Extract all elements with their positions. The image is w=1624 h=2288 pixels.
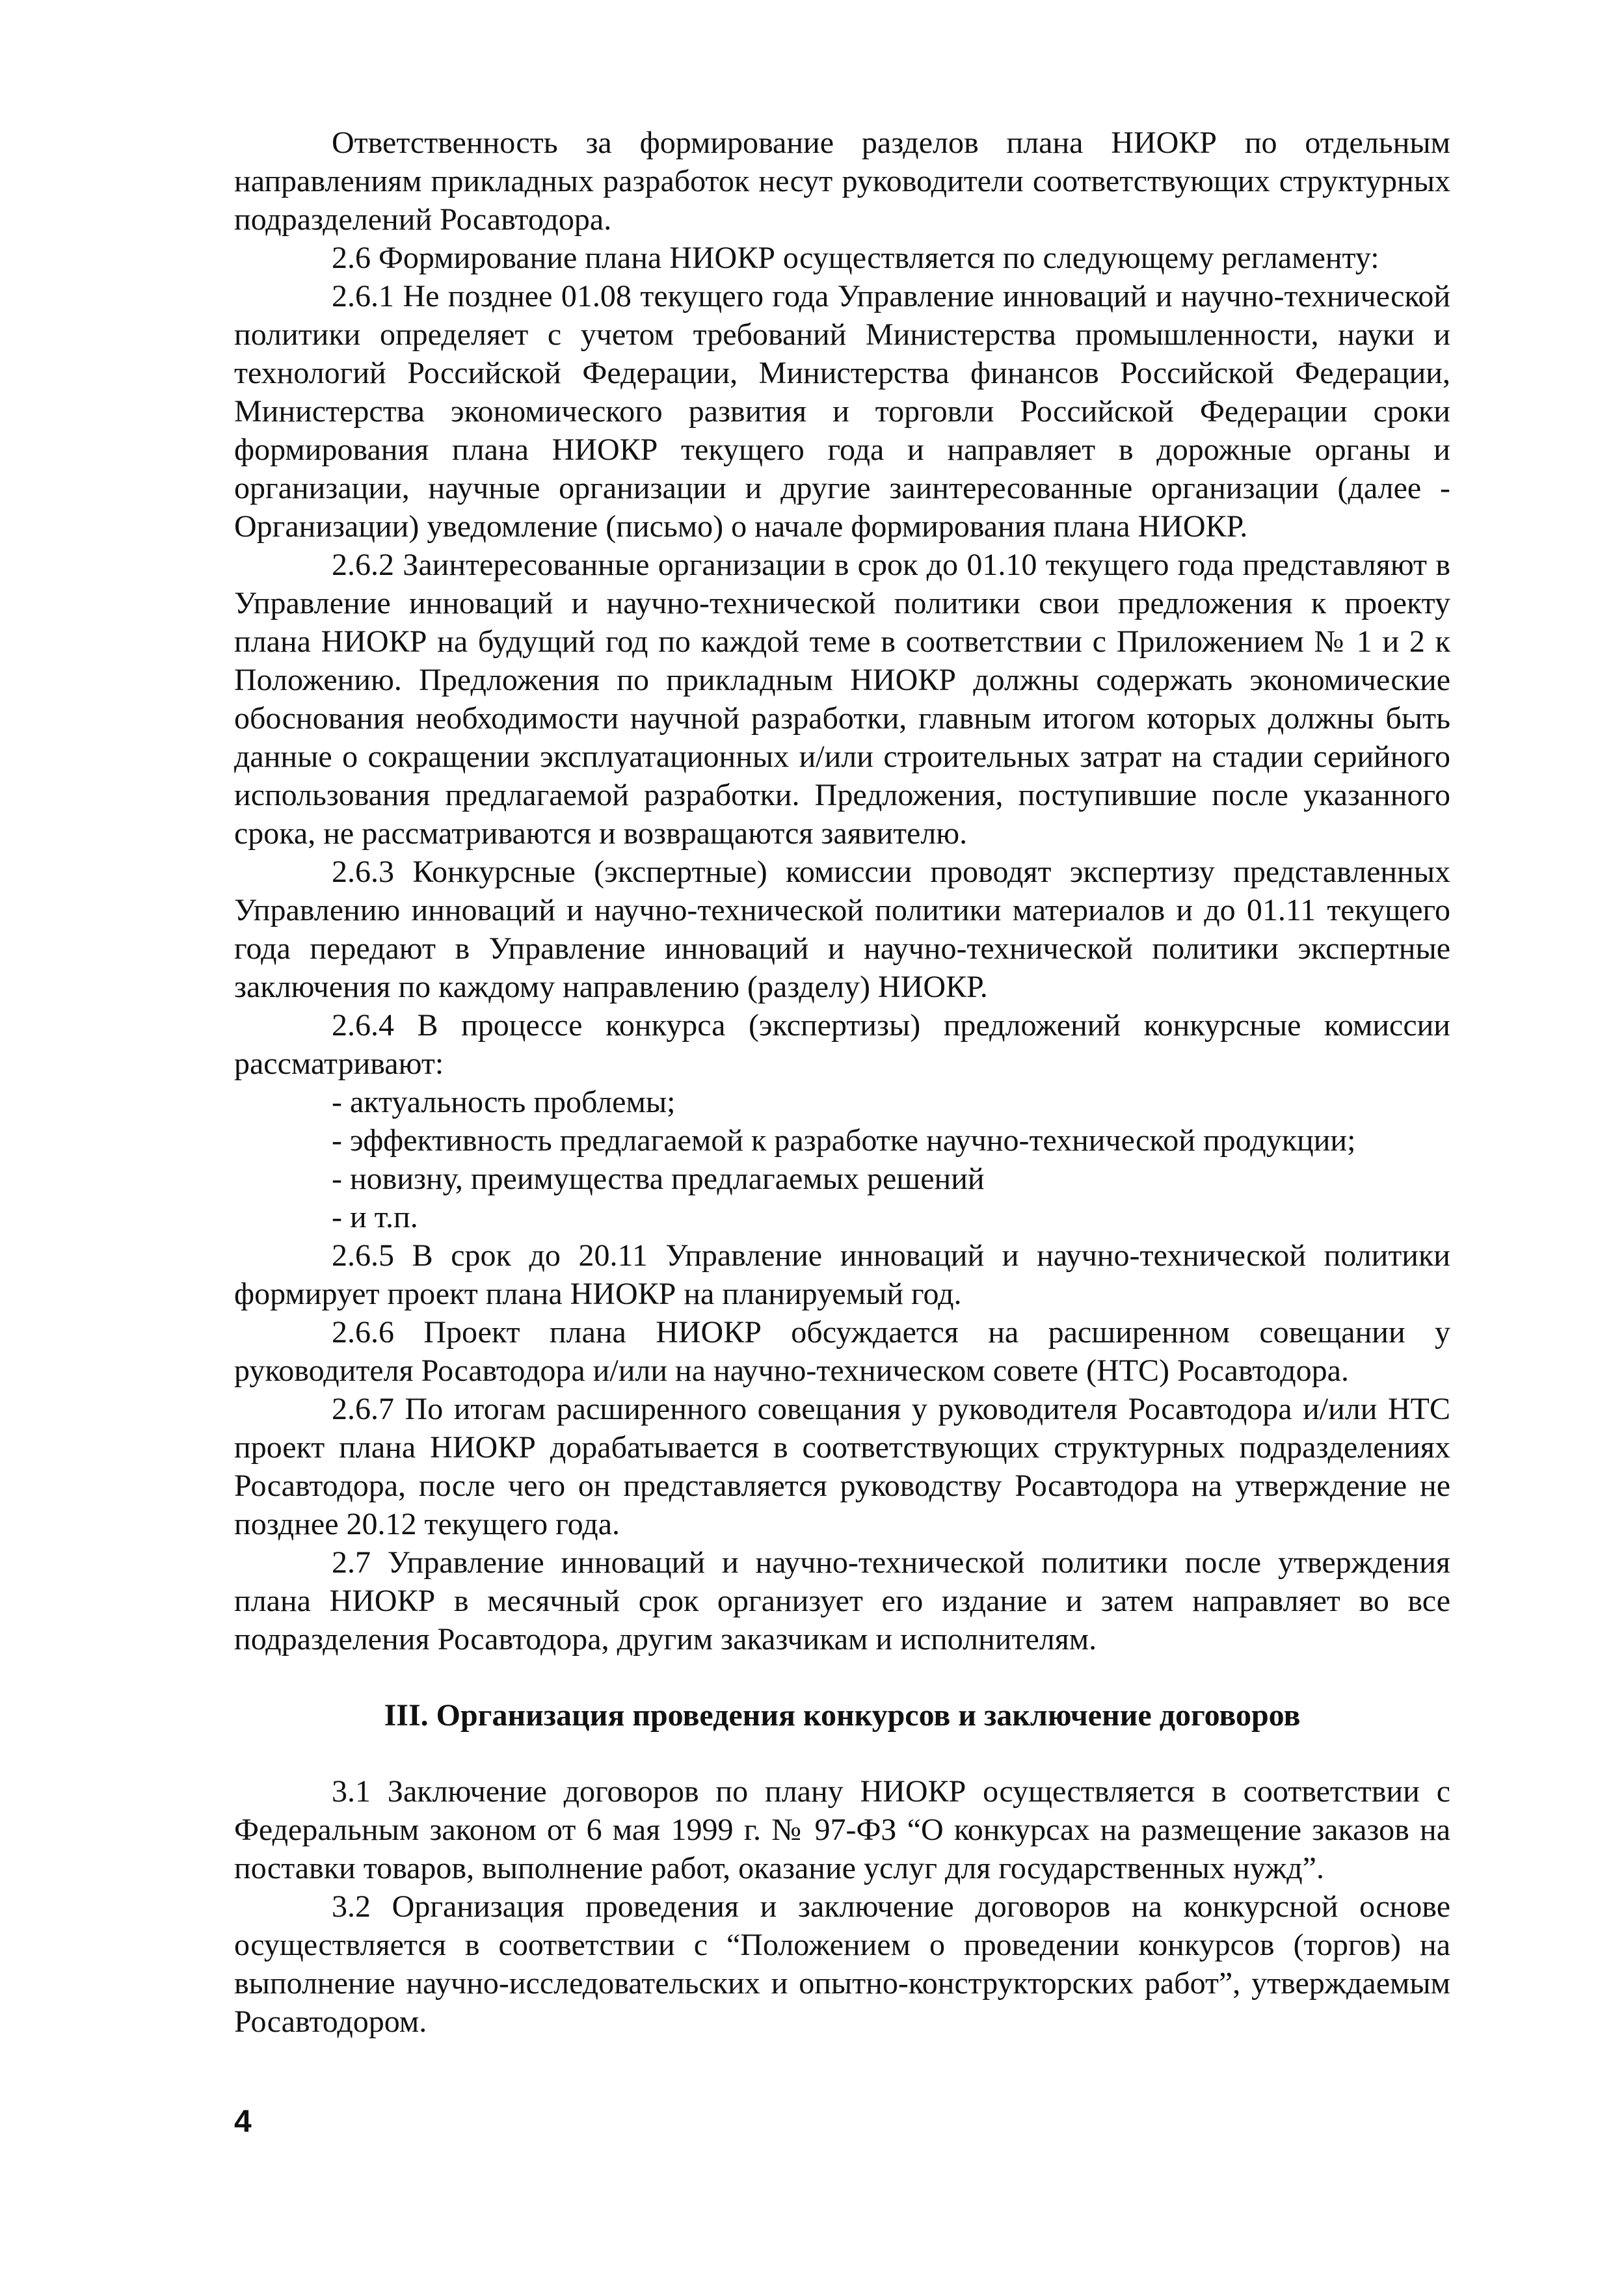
paragraph-2-6-2: 2.6.2 Заинтересованные организации в срок до 01.10 текущего года представляют в Управление инноваций и научно-технической политики свои предложения к проекту плана НИОКР на будущий год по каждой теме в соответствии с Приложением № 1 и 2 к Положению. Предложения по прикладным НИОКР должны содержать экономические обоснования необходимости научной разработки, главным итогом которых должны быть данные о сокращении эксплуатационных и/или строительных затрат на стадии серийного использования предлагаемой разработки. Предложения, поступившие после указанного срока, не рассматриваются и возвращаются заявителю. (234, 548, 1450, 851)
list-item-efficiency: - эффективность предлагаемой к разработке научно-технической продукции; (332, 1123, 1356, 1158)
paragraph-2-6-3: 2.6.3 Конкурсные (экспертные) комиссии проводят экспертизу представленных Управлению инноваций и научно-технической политики материалов и до 01.11 текущего года передают в Управление инноваций и научно-технической политики экспертные заключения по каждому направлению (разделу) НИОКР. (234, 855, 1450, 1004)
paragraph-2-6-6: 2.6.6 Проект плана НИОКР обсуждается на расширенном совещании у руководителя Росавтодора и/или на научно-техническом совете (НТС) Росавтодора. (234, 1315, 1450, 1388)
document-page (234, 124, 1450, 2041)
paragraph-2-6-1: 2.6.1 Не позднее 01.08 текущего года Управление инноваций и научно-технической политики определяет с учетом требований Министерства промышленности, науки и технологий Российской Федерации, Министерства финансов Российской Федерации, Министерства экономического развития и торговли Российской Федерации сроки формирования плана НИОКР текущего года и направляет в дорожные органы и организации, научные организации и другие заинтересованные организации (далее - Организации) уведомление (письмо) о начале формирования плана НИОКР. (234, 279, 1450, 544)
paragraph-2-6-5: 2.6.5 В срок до 20.11 Управление инноваций и научно-технической политики формирует проект плана НИОКР на планируемый год. (234, 1238, 1450, 1311)
paragraph-3-2: 3.2 Организация проведения и заключение договоров на конкурсной основе осуществляется в соответствии с “Положением о проведении конкурсов (торгов) на выполнение научно-исследовательских и опытно-конструкторских работ”, утверждаемым Росавтодором. (234, 1889, 1450, 2039)
list-item-novelty: - новизну, преимущества предлагаемых решений (332, 1162, 985, 1196)
list-item-etc: - и т.п. (332, 1200, 418, 1234)
section-3-body (234, 1772, 1450, 2041)
section-3-heading: III. Организация проведения конкурсов и заключение договоров (384, 1698, 1301, 1733)
section-2-body (234, 124, 1450, 1658)
paragraph-2-6-4: 2.6.4 В процессе конкурса (экспертизы) предложений конкурсные комиссии рассматривают: (234, 1008, 1450, 1081)
paragraph-responsibility: Ответственность за формирование разделов плана НИОКР по отдельным направлениям прикладных разработок несут руководители соответствующих структурных подразделений Росавтодора. (234, 126, 1450, 237)
paragraph-2-7: 2.7 Управление инноваций и научно-технической политики после утверждения плана НИОКР в месячный срок организует его издание и затем направляет во все подразделения Росавтодора, другим заказчикам и исполнителям. (234, 1545, 1450, 1656)
page-number: 4 (234, 2105, 252, 2139)
list-item-relevance: - актуальность проблемы; (332, 1085, 676, 1119)
paragraph-3-1: 3.1 Заключение договоров по плану НИОКР осуществляется в соответствии с Федеральным законом от 6 мая 1999 г. № 97-ФЗ “О конкурсах на размещение заказов на поставки товаров, выполнение работ, оказание услуг для государственных нужд”. (234, 1774, 1450, 1885)
paragraph-2-6: 2.6 Формирование плана НИОКР осуществляется по следующему регламенту: (332, 241, 1379, 275)
paragraph-2-6-7: 2.6.7 По итогам расширенного совещания у руководителя Росавтодора и/или НТС проект плана НИОКР дорабатывается в соответствующих структурных подразделениях Росавтодора, после чего он представляется руководству Росавтодора на утверждение не позднее 20.12 текущего года. (234, 1392, 1450, 1541)
